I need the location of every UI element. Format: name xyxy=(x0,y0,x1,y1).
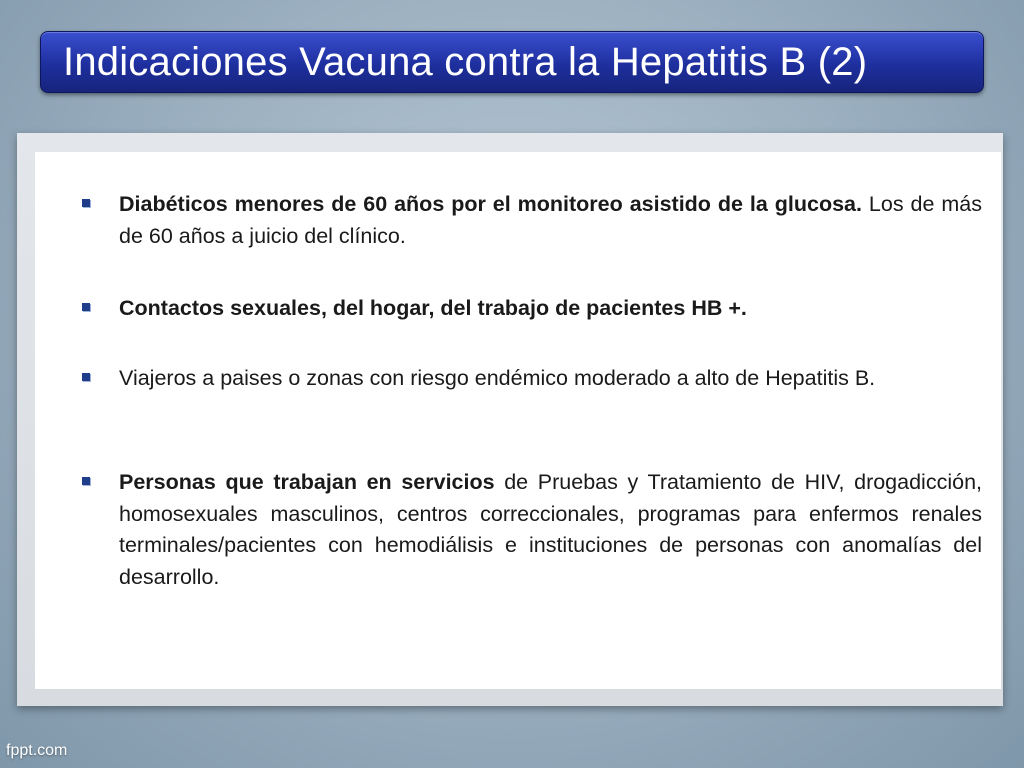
square-bullet-icon xyxy=(82,373,90,381)
content-frame xyxy=(17,133,1003,706)
bullet-text xyxy=(119,189,982,252)
bullet-text xyxy=(119,293,982,325)
square-bullet-icon xyxy=(82,477,90,485)
slide-title: Indicaciones Vacuna contra la Hepatitis B (2) xyxy=(63,40,868,84)
fppt-watermark: fppt.com xyxy=(6,742,68,759)
bullet-normal-text: Viajeros a paises o zonas con riesgo endémico moderado a alto de Hepatitis B. xyxy=(119,366,876,390)
bullet-bold-text: Diabéticos menores de 60 años por el monitoreo asistido de la glucosa. xyxy=(119,192,862,216)
bullet-bold-text: Contactos sexuales, del hogar, del trabajo de pacientes HB +. xyxy=(119,296,747,320)
bullet-text xyxy=(119,467,982,593)
bullet-normal-text: de Pruebas y Tratamiento de HIV, drogadicción, homosexuales masculinos, centros correccionales, programas para enfermos renales terminales/pacientes con hemodiálisis e instituciones de personas con anomalías del desarrollo. xyxy=(119,470,982,589)
bullet-normal-text: Los de más de 60 años a juicio del clínico. xyxy=(119,192,982,248)
square-bullet-icon xyxy=(82,303,90,311)
content-panel xyxy=(35,152,1001,689)
square-bullet-icon xyxy=(82,199,90,207)
bullet-text xyxy=(119,363,982,395)
slide-title-bar xyxy=(40,31,984,93)
bullet-bold-text: Personas que trabajan en servicios xyxy=(119,470,495,494)
